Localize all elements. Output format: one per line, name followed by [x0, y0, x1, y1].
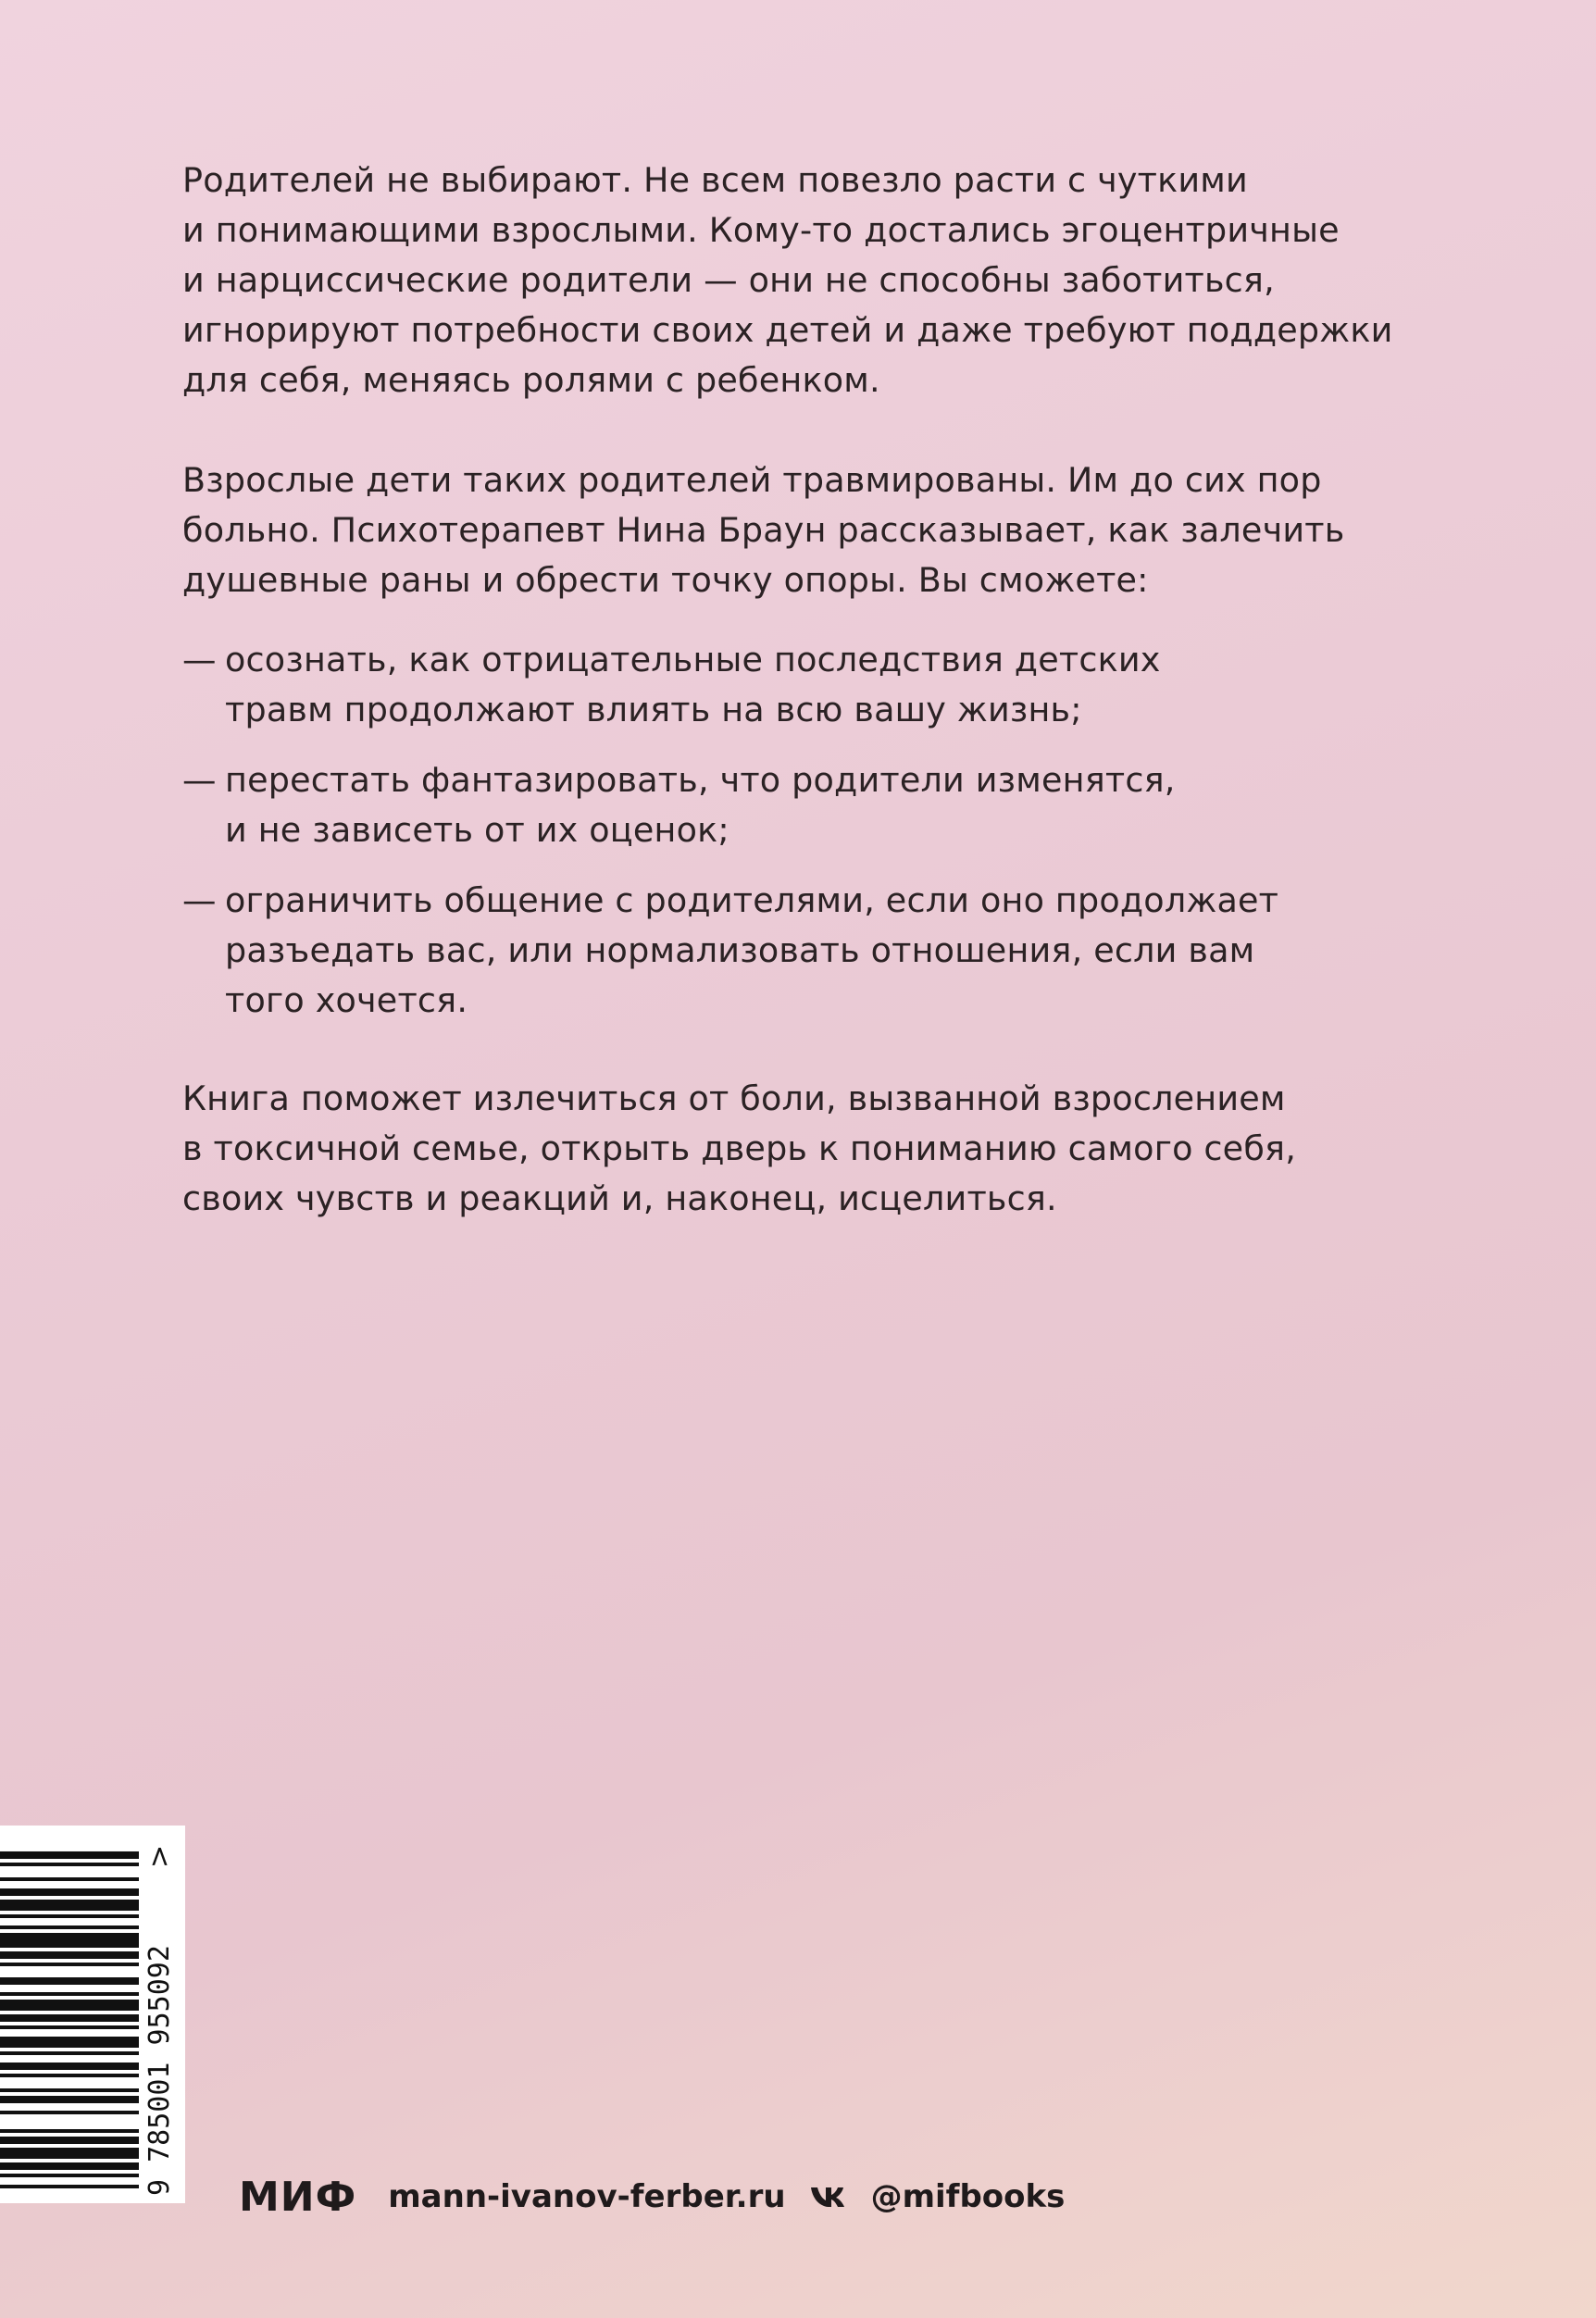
barcode-bar [0, 2096, 139, 2103]
text-line: травм продолжают влиять на всю вашу жизнь; [225, 690, 1082, 729]
text-line: в токсичной семье, открыть дверь к пониманию самого себя, [182, 1128, 1296, 1168]
barcode-bar [0, 1851, 139, 1859]
text-line: Родителей не выбирают. Не всем повезло расти с чуткими [182, 160, 1248, 200]
publisher-logo: МИФ [239, 2173, 357, 2221]
publisher-footer [239, 2164, 1065, 2229]
barcode-bar [0, 2111, 139, 2114]
barcode-bar [0, 1863, 139, 1866]
paragraph-description [182, 455, 1478, 605]
text-line: и понимающими взрослыми. Кому-то достались эгоцентричные [182, 210, 1340, 250]
barcode-bar [0, 2063, 139, 2070]
social-handle[interactable]: @mifbooks [870, 2178, 1066, 2215]
barcode-bar [0, 1977, 139, 1985]
text-line: Книга поможет излечиться от боли, вызванной взрослением [182, 1078, 1286, 1118]
text-line: осознать, как отрицательные последствия детских [225, 640, 1161, 679]
annotation-text [182, 156, 1478, 1224]
dash-bullet: — [182, 760, 217, 800]
barcode-bar [0, 2051, 139, 2055]
barcode-bar [0, 1888, 139, 1896]
barcode-digits: 9 785001 955092 [143, 1945, 176, 2196]
barcode-bar [0, 2074, 139, 2077]
text-line: ограничить общение с родителями, если оно продолжает [225, 880, 1279, 920]
dash-bullet: — [182, 640, 217, 679]
text-line: того хочется. [225, 980, 468, 1020]
barcode-graphic [0, 1826, 185, 2203]
paragraph-conclusion [182, 1074, 1478, 1224]
barcode-bar [0, 1992, 139, 1996]
barcode-bar [0, 2174, 139, 2177]
text-line: для себя, меняясь ролями с ребенком. [182, 360, 880, 400]
text-line: и не зависеть от их оценок; [225, 810, 729, 850]
text-line: Взрослые дети таких родителей травмированы. Им до сих пор [182, 460, 1322, 500]
website-link[interactable]: mann-ivanov-ferber.ru [388, 2178, 786, 2215]
barcode-bar [0, 1900, 139, 1911]
barcode-bar [0, 2185, 139, 2188]
barcode-arrow: > [143, 1844, 176, 1868]
barcode-bar [0, 2025, 139, 2029]
paragraph-intro [182, 156, 1478, 405]
list-item [182, 755, 1478, 855]
list-item [182, 635, 1478, 735]
barcode-bar [0, 2162, 139, 2170]
barcode-bar [0, 2137, 139, 2144]
barcode-bar [0, 1933, 139, 1948]
text-line: душевные раны и обрести точку опоры. Вы сможете: [182, 560, 1149, 600]
text-line: своих чувств и реакций и, наконец, исцелиться. [182, 1178, 1057, 1218]
text-line: разъедать вас, или нормализовать отношения, если вам [225, 930, 1255, 970]
barcode-bar [0, 1951, 139, 1959]
isbn-barcode [0, 1826, 185, 2203]
barcode-bar [0, 1877, 139, 1881]
barcode-bar [0, 2129, 139, 2133]
text-line: перестать фантазировать, что родители изменятся, [225, 760, 1176, 800]
vk-icon[interactable] [810, 2185, 849, 2209]
barcode-bar [0, 2014, 139, 2022]
text-line: и нарциссические родители — они не способны заботиться, [182, 260, 1275, 300]
barcode-bar [0, 2088, 139, 2092]
barcode-bar [0, 2000, 139, 2011]
barcode-bar [0, 2148, 139, 2159]
text-line: больно. Психотерапевт Нина Браун рассказывает, как залечить [182, 510, 1345, 550]
barcode-bar [0, 1963, 139, 1966]
list-item [182, 876, 1478, 1026]
benefits-list [182, 635, 1478, 1026]
dash-bullet: — [182, 880, 217, 920]
barcode-bar [0, 1925, 139, 1929]
barcode-bar [0, 2037, 139, 2048]
barcode-bar [0, 1914, 139, 1918]
text-line: игнорируют потребности своих детей и даже требуют поддержки [182, 310, 1393, 350]
